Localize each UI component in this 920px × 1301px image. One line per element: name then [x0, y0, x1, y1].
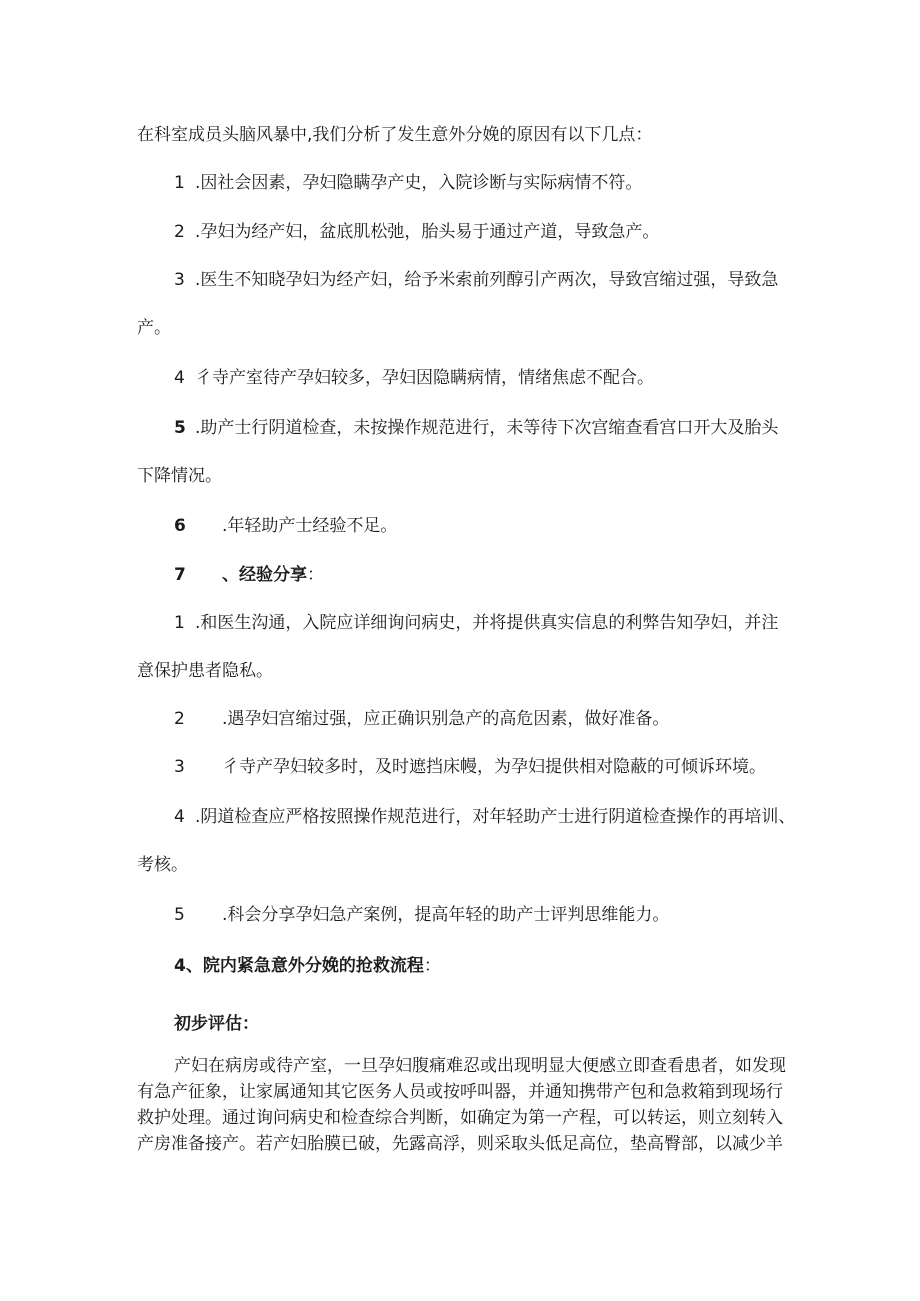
item-text: .助产士行阴道检查，未按操作规范进行，未等待下次宫缩查看宫口开大及胎头	[195, 418, 779, 438]
cause-item-6	[137, 515, 797, 539]
item-text: 彳寺产孕妇较多时，及时遮挡床幔，为孕妇提供相对隐蔽的可倾诉环境。	[222, 757, 766, 777]
item-number: 1	[174, 613, 185, 633]
item-number: 1	[174, 173, 185, 193]
intro-text: 在科室成员头脑风暴中,我们分析了发生意外分娩的原因有以下几点：	[137, 125, 653, 145]
item-number: 5	[174, 905, 185, 925]
item-number: 3	[174, 270, 185, 290]
item-text: .医生不知晓孕妇为经产妇，给予米索前列醇引产两次，导致宫缩过强，导致急	[195, 270, 779, 290]
experience-item-4	[137, 806, 797, 878]
cause-item-2	[137, 221, 797, 245]
item-text: .科会分享孕妇急产案例，提高年轻的助产士评判思维能力。	[222, 905, 670, 925]
paragraph-text: 产妇在病房或待产室，一旦孕妇腹痛难忍或出现明显大便感立即查看患者，如发现有急产征象，让家属通知其它医务人员或按呼叫器，并通知携带产包和急救箱到现场行救护处理。通过询问病史和检查综合判断，如确定为第一产程，可以转运，则立刻转入产房准备接产。若产妇胎膜已破，先露高浮，则采取头低足高位，垫高臀部，以减少羊	[137, 1056, 786, 1154]
item-text: 彳寺产室待产孕妇较多，孕妇因隐瞒病情，情绪焦虑不配合。	[195, 368, 654, 388]
experience-item-5	[137, 904, 797, 928]
item-number: 4	[174, 807, 185, 827]
experience-item-3	[137, 756, 797, 780]
cause-item-1	[137, 172, 797, 196]
heading-number: 7	[174, 565, 186, 585]
assessment-paragraph	[137, 1053, 787, 1157]
section-heading: 4、院内紧急意外分娩的抢救流程：	[174, 956, 441, 976]
item-text-continued: 考核。	[137, 855, 188, 875]
item-number: 4	[174, 368, 185, 388]
experience-heading	[137, 564, 797, 588]
item-text-continued: 产。	[137, 318, 171, 338]
cause-item-4	[137, 367, 797, 391]
cause-item-3	[137, 269, 797, 341]
item-text: .孕妇为经产妇，盆底肌松弛，胎头易于通过产道，导致急产。	[195, 222, 660, 242]
item-number: 3	[174, 757, 185, 777]
heading-text: 、经验分享：	[222, 565, 324, 585]
experience-item-2	[137, 708, 797, 732]
assessment-heading: 初步评估：	[174, 1014, 259, 1034]
item-text: .和医生沟通，入院应详细询问病史，并将提供真实信息的利弊告知孕妇，并注	[195, 613, 779, 633]
item-text: .年轻助产士经验不足。	[222, 516, 398, 536]
item-number: 2	[174, 222, 185, 242]
item-text: .因社会因素，孕妇隐瞒孕产史，入院诊断与实际病情不符。	[195, 173, 643, 193]
item-text-continued: 意保护患者隐私。	[137, 661, 273, 681]
item-text: .阴道检查应严格按照操作规范进行，对年轻助产士进行阴道检查操作的再培训、	[195, 807, 796, 827]
item-number: 5	[174, 418, 186, 438]
item-text: .遇孕妇宫缩过强，应正确识别急产的高危因素，做好准备。	[222, 709, 670, 729]
cause-item-5	[137, 417, 797, 489]
experience-item-1	[137, 612, 797, 684]
item-number: 2	[174, 709, 185, 729]
item-text-continued: 下降情况。	[137, 466, 222, 486]
item-number: 6	[174, 516, 186, 536]
